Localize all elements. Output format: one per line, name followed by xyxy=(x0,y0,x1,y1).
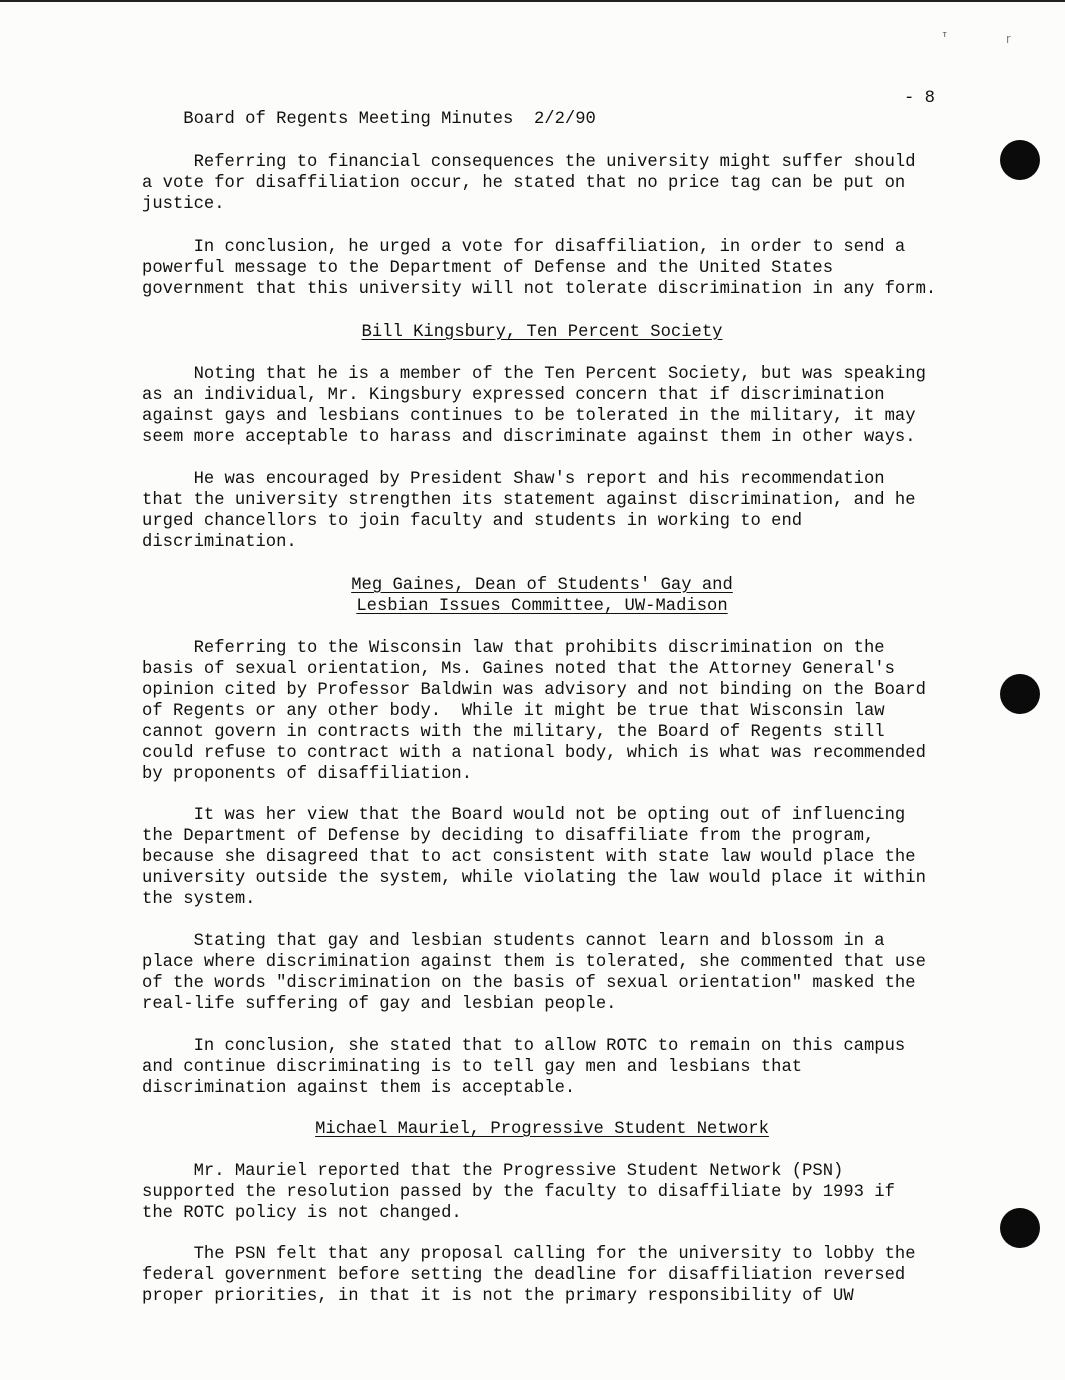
paragraph: The PSN felt that any proposal calling for the university to lobby the federal government before setting the deadline for disaffiliation reversed proper priorities, in that it is not the primary responsibility of UW xyxy=(142,1245,916,1306)
scan-mark: ᴛ xyxy=(942,30,948,40)
scan-mark: ɼ xyxy=(1006,34,1012,44)
page-number: - 8 xyxy=(904,89,935,108)
paragraph: In conclusion, she stated that to allow ROTC to remain on this campus and continue discriminating is to tell gay men and lesbians that discrimination against them is acceptable. xyxy=(142,1037,906,1098)
header-title: Board of Regents Meeting Minutes xyxy=(183,110,514,129)
header-date: 2/2/90 xyxy=(533,110,596,129)
section-heading: Meg Gaines, Dean of Students' Gay and Lesbian Issues Committee, UW-Madison xyxy=(351,576,733,616)
paragraph: He was encouraged by President Shaw's report and his recommendation that the university strengthen its statement against discrimination, and he urged chancellors to join faculty and students in working to end discrimination. xyxy=(142,470,916,552)
punch-hole xyxy=(1000,674,1040,714)
scan-top-edge xyxy=(0,0,1065,2)
paragraph: In conclusion, he urged a vote for disaffiliation, in order to send a powerful message to the Department of Defense and the United States government that this university will not tolerate discrimination in any form. xyxy=(142,238,937,299)
paragraph: Referring to financial consequences the university might suffer should a vote for disaffiliation occur, he stated that no price tag can be put on justice. xyxy=(142,153,916,214)
section-heading: Bill Kingsbury, Ten Percent Society xyxy=(361,323,723,342)
section-heading: Michael Mauriel, Progressive Student Network xyxy=(315,1120,769,1139)
paragraph: It was her view that the Board would not be opting out of influencing the Department of Defense by deciding to disaffiliate from the program, because she disagreed that to act consistent with state law would place the university outside the system, while violating the law would place it within the system. xyxy=(142,806,926,909)
punch-hole xyxy=(1000,140,1040,180)
paragraph: Referring to the Wisconsin law that prohibits discrimination on the basis of sexual orientation, Ms. Gaines noted that the Attorney General's opinion cited by Professor Baldwin was advisory and not binding on the Board of Regents or any other body. While it might be true that Wisconsin law cannot govern in contracts with the military, the Board of Regents still could refuse to contract with a national body, which is what was recommended by proponents of disaffiliation. xyxy=(142,639,926,784)
paragraph: Mr. Mauriel reported that the Progressive Student Network (PSN) supported the resolution passed by the faculty to disaffiliate by 1993 if the ROTC policy is not changed. xyxy=(142,1162,895,1223)
paragraph: Stating that gay and lesbian students cannot learn and blossom in a place where discrimination against them is tolerated, she commented that use of the words "discrimination on the basis of sexual orientation" masked the real-life suffering of gay and lesbian people. xyxy=(142,932,926,1014)
punch-hole xyxy=(1000,1208,1040,1248)
paragraph: Noting that he is a member of the Ten Percent Society, but was speaking as an individual, Mr. Kingsbury expressed concern that if discrimination against gays and lesbians continues to be tolerated in the military, it may seem more acceptable to harass and discriminate against them in other ways. xyxy=(142,365,926,447)
